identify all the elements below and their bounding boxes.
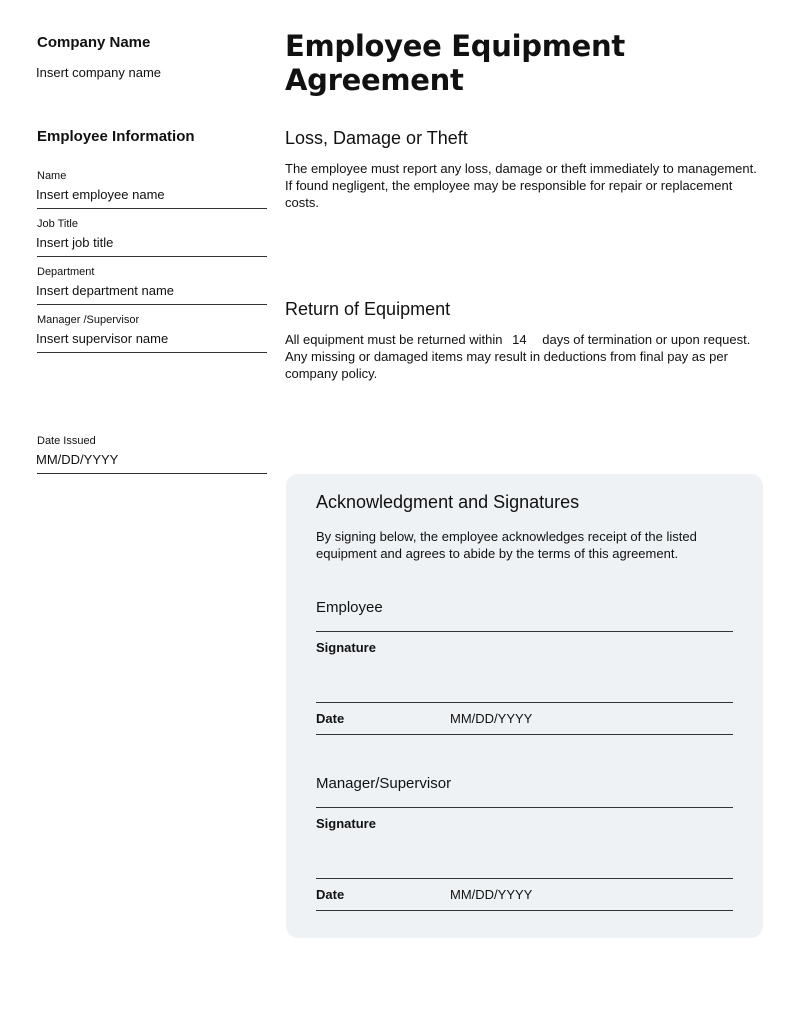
department-field[interactable] — [37, 266, 267, 305]
return-text-after: days of termination or upon request. Any missing or damaged items may result in deductions from final pay as per company policy. — [285, 332, 751, 381]
document-title: Employee Equipment Agreement — [285, 29, 625, 97]
date-issued-field[interactable] — [37, 435, 267, 474]
return-text-before: All equipment must be returned within — [285, 332, 503, 347]
field-label: Department — [37, 266, 95, 278]
employee-information-heading: Employee Information — [37, 128, 195, 145]
employee-date-label: Date — [316, 711, 345, 726]
manager-signature-label: Signature — [316, 816, 376, 831]
return-of-equipment-text — [285, 331, 765, 382]
return-of-equipment-heading: Return of Equipment — [285, 299, 451, 319]
manager-signature-line[interactable] — [316, 878, 733, 879]
manager-supervisor-field[interactable] — [37, 314, 267, 353]
department-input[interactable]: Insert department name — [36, 283, 175, 298]
divider — [316, 807, 733, 808]
company-name-field[interactable]: Insert company name — [36, 65, 162, 80]
manager-date-label: Date — [316, 887, 345, 902]
divider — [316, 734, 733, 735]
divider — [316, 910, 733, 911]
loss-damage-theft-text: The employee must report any loss, damage or theft immediately to management. If found negligent, the employee may be responsible for repair or replacement costs. — [285, 161, 757, 210]
acknowledgment-text: By signing below, the employee acknowledges receipt of the listed equipment and agrees to abide by the terms of this agreement. — [316, 529, 697, 561]
manager-supervisor-input[interactable]: Insert supervisor name — [36, 331, 169, 346]
loss-damage-theft-heading: Loss, Damage or Theft — [285, 128, 468, 148]
acknowledgment-heading: Acknowledgment and Signatures — [316, 492, 580, 512]
divider — [316, 631, 733, 632]
field-label: Manager /Supervisor — [37, 314, 140, 326]
employee-signature-heading: Employee — [316, 599, 383, 616]
field-label: Job Title — [37, 218, 78, 230]
date-issued-input[interactable]: MM/DD/YYYY — [36, 452, 119, 467]
field-label: Name — [37, 170, 67, 182]
field-label: Date Issued — [37, 435, 96, 447]
job-title-input[interactable]: Insert job title — [36, 235, 114, 250]
employee-name-input[interactable]: Insert employee name — [36, 187, 165, 202]
employee-signature-line[interactable] — [316, 702, 733, 703]
employee-name-field[interactable] — [37, 170, 267, 209]
manager-date-field[interactable]: MM/DD/YYYY — [450, 887, 533, 902]
manager-signature-heading: Manager/Supervisor — [316, 775, 452, 792]
return-days-field[interactable]: 14 — [512, 332, 527, 347]
company-name-heading: Company Name — [37, 34, 151, 51]
employee-date-field[interactable]: MM/DD/YYYY — [450, 711, 533, 726]
job-title-field[interactable] — [37, 218, 267, 257]
employee-signature-label: Signature — [316, 640, 376, 655]
